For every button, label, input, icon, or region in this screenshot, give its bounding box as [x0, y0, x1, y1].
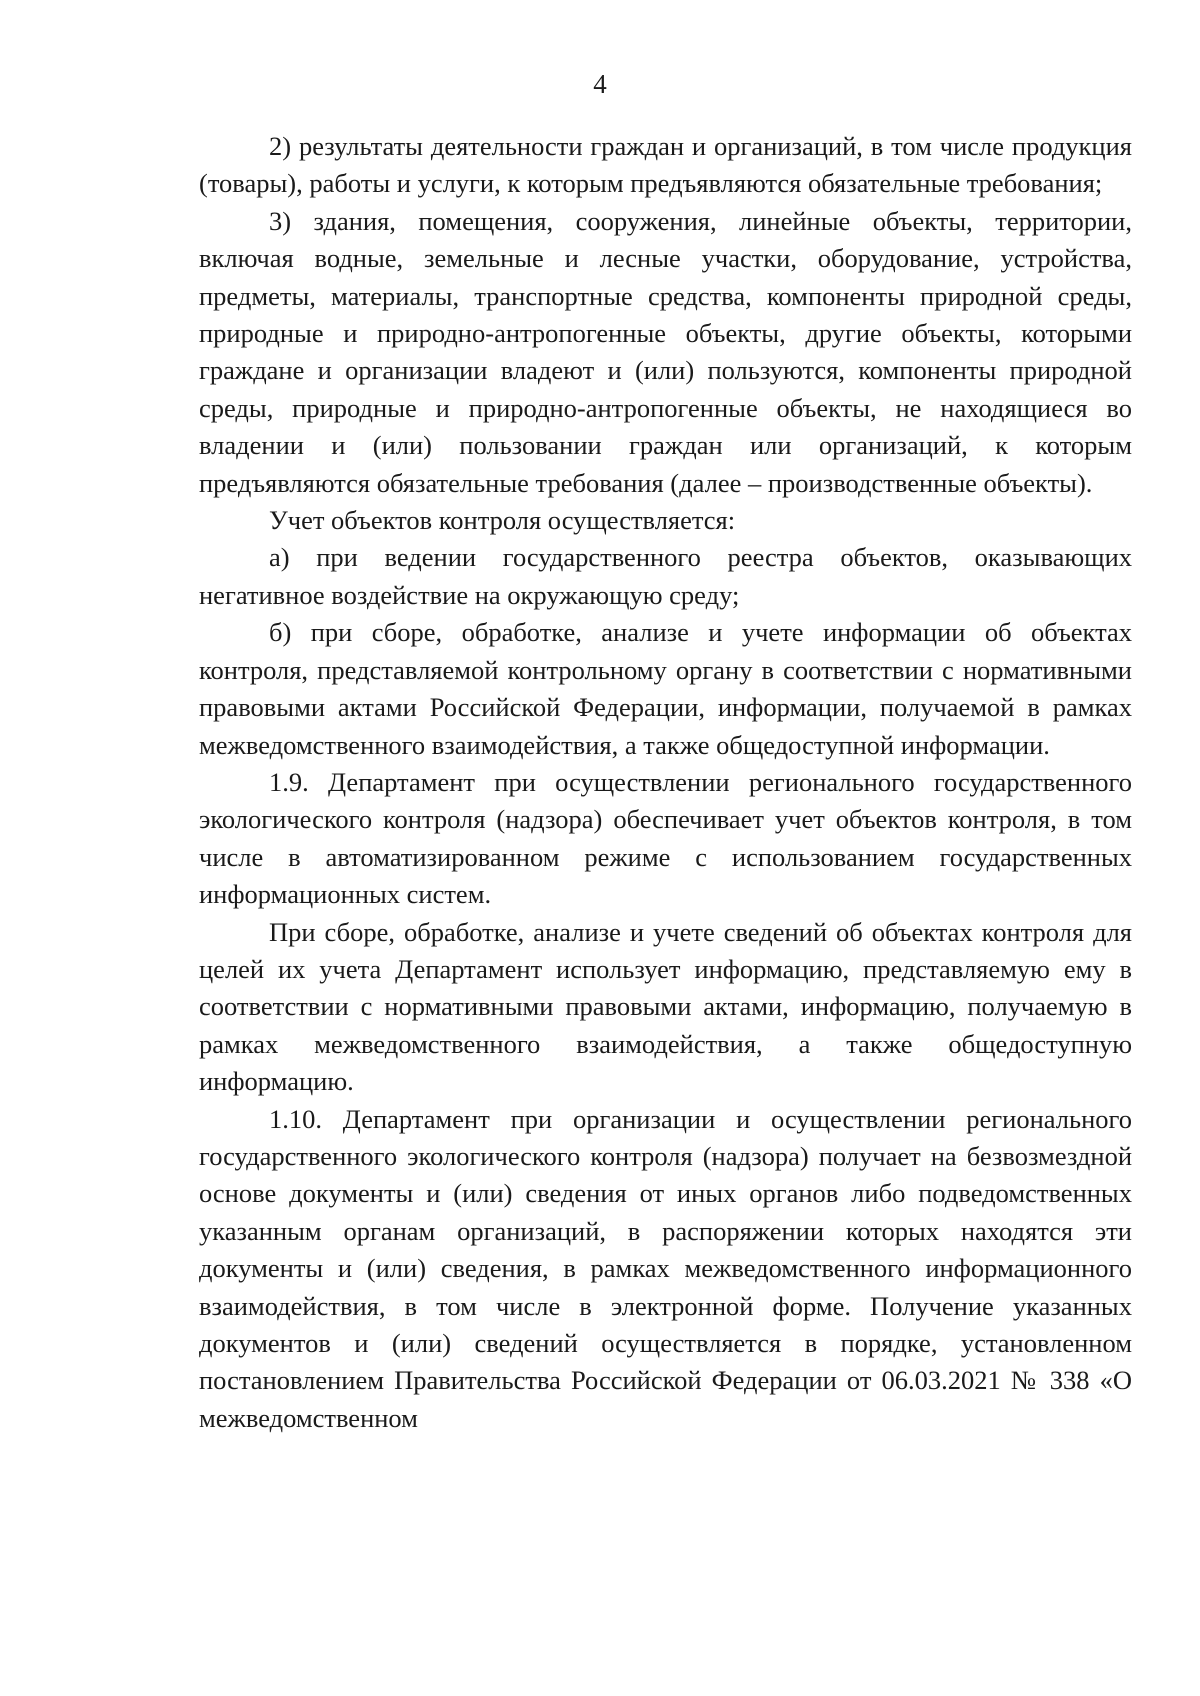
paragraph-item-b-information: б) при сборе, обработке, анализе и учете информации об объектах контроля, представляемой контрольному органу в соответствии с нормативными правовыми актами Российской Федерации, информации, получаемой в рамках межведомственного взаимодействия, а также общедоступной информации.: [199, 617, 1132, 760]
paragraph-item-3-buildings: 3) здания, помещения, сооружения, линейные объекты, территории, включая водные, земельные и лесные участки, оборудование, устройства, предметы, материалы, транспортные средства, компоненты природной среды, природные и природно-антропогенные объекты, другие объекты, которыми граждане и организации владеют и (или) пользуются, компоненты природной среды, природные и природно-антропогенные объекты, не находящиеся во владении и (или) пользовании граждан или организаций, к которым предъявляются обязательные требования (далее – производственные объекты).: [199, 205, 1132, 498]
page-number: 4: [593, 69, 607, 99]
paragraph-item-a-registry: а) при ведении государственного реестра объектов, оказывающих негативное воздействие на окружающую среду;: [199, 542, 1132, 610]
paragraph-data-collection: При сборе, обработке, анализе и учете сведений об объектах контроля для целей их учета Департамент использует информацию, представляемую ему в соответствии с нормативными правовыми актами, информацию, получаемую в рамках межведомственного взаимодействия, а также общедоступную информацию.: [199, 916, 1132, 1097]
paragraph-section-1-9: 1.9. Департамент при осуществлении регионального государственного экологического контроля (надзора) обеспечивает учет объектов контроля, в том числе в автоматизированном режиме с использованием государственных информационных систем.: [199, 766, 1132, 910]
document-body: [199, 128, 1132, 1437]
paragraph-section-1-10: 1.10. Департамент при организации и осуществлении регионального государственного экологического контроля (надзора) получает на безвозмездной основе документы и (или) сведения от иных органов либо подведомственных указанным органам организаций, в распоряжении которых находятся эти документы и (или) сведения, в рамках межведомственного информационного взаимодействия, в том числе в электронной форме. Получение указанных документов и (или) сведений осуществляется в порядке, установленном постановлением Правительства Российской Федерации от 06.03.2021 № 338 «О межведомственном: [199, 1103, 1132, 1433]
paragraph-item-2-results: 2) результаты деятельности граждан и организаций, в том числе продукция (товары), работы и услуги, к которым предъявляются обязательные требования;: [199, 131, 1132, 199]
paragraph-control-accounting-intro: Учет объектов контроля осуществляется:: [269, 505, 736, 536]
